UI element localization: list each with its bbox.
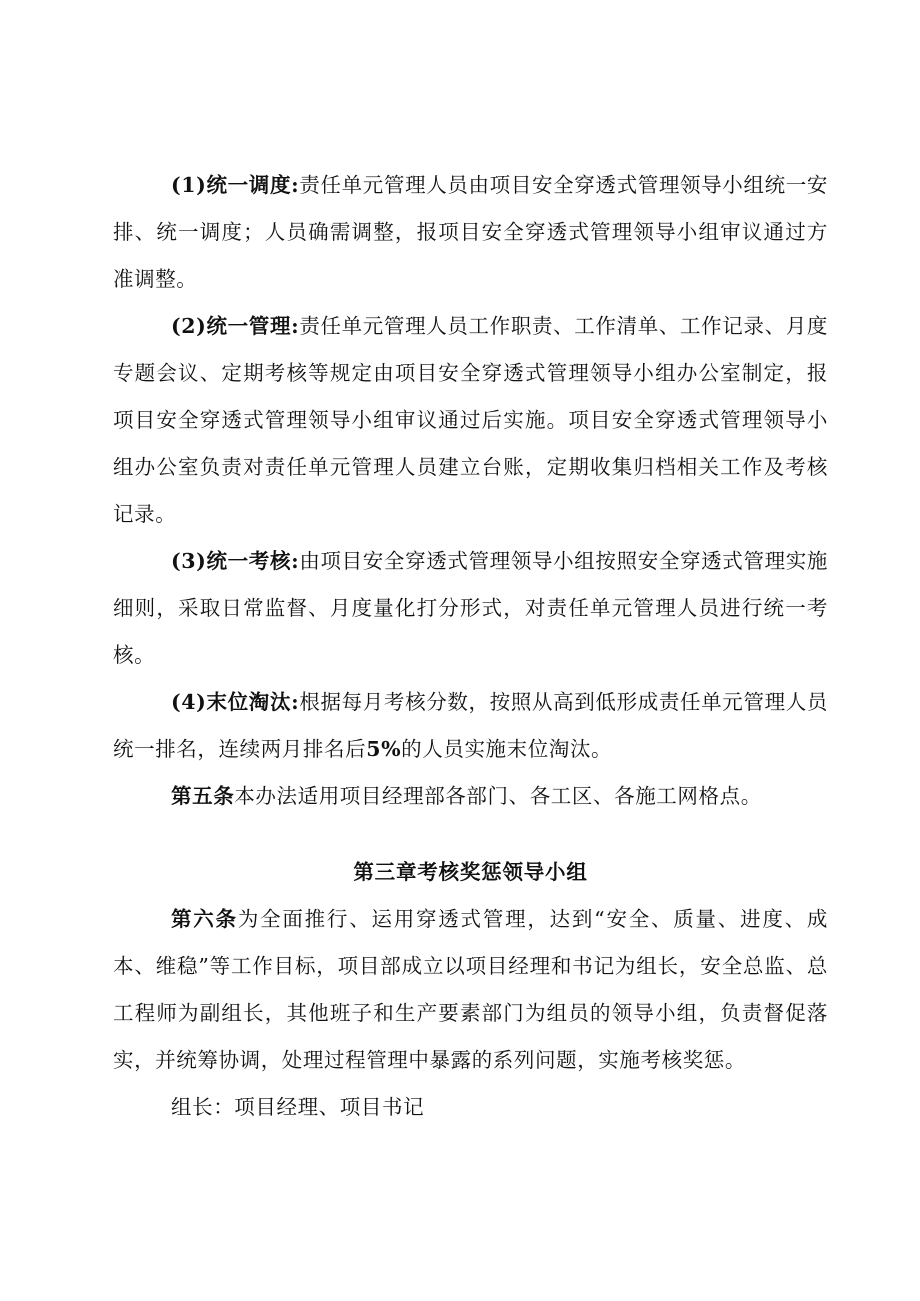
item-text: 由项目安全穿透式管理领导小组按照安全穿透式管理实施细则，采取日常监督、月度量化打分形式，对责任单元管理人员进行统一考核。 [113, 549, 829, 667]
chapter-title: 第三章考核奖惩领导小组 [353, 860, 588, 884]
item-text: 责任单元管理人员由项目安全穿透式管理领导小组统一安排、统一调度；人员确需调整，报项目安全穿透式管理领导小组审议通过方准调整。 [113, 173, 829, 291]
document-body [113, 162, 828, 1131]
leader-line: 组长：项目经理、项目书记 [171, 1095, 425, 1119]
item-label: (2)统一管理: [171, 314, 300, 338]
item-last-place-elimination [113, 679, 828, 773]
item-text-end: 的人员实施末位淘汰。 [401, 737, 613, 761]
article-label: 第六条 [171, 907, 238, 931]
item-unified-assessment [113, 538, 828, 679]
item-label: (4)末位淘汰: [171, 690, 300, 714]
item-text: 责任单元管理人员工作职责、工作清单、工作记录、月度专题会议、定期考核等规定由项目安全穿透式管理领导小组办公室制定，报项目安全穿透式管理领导小组审议通过后实施。项目安全穿透式管理领导小组办公室负责对责任单元管理人员建立台账，定期收集归档相关工作及考核记录。 [113, 314, 829, 526]
item-unified-dispatch [113, 162, 828, 303]
item-label: (3)统一考核: [171, 549, 300, 573]
percentage-value: 5% [366, 737, 402, 761]
article-label: 第五条 [171, 784, 235, 808]
article-five [113, 773, 828, 820]
article-six [113, 896, 828, 1084]
article-text: 本办法适用项目经理部各部门、各工区、各施工网格点。 [234, 784, 762, 808]
item-label: (1)统一调度: [171, 173, 300, 197]
item-text: 根据每月考核分数，按照从高到低形成责任单元管理人员统一排名，连续两月排名后 [113, 690, 829, 761]
article-text: 为全面推行、运用穿透式管理，达到“安全、质量、进度、成本、维稳”等工作目标，项目部成立以项目经理和书记为组长，安全总监、总工程师为副组长，其他班子和生产要素部门为组员的领导小组，负责督促落实，并统筹协调，处理过程管理中暴露的系列问题，实施考核奖惩。 [113, 907, 828, 1072]
item-unified-management [113, 303, 828, 538]
